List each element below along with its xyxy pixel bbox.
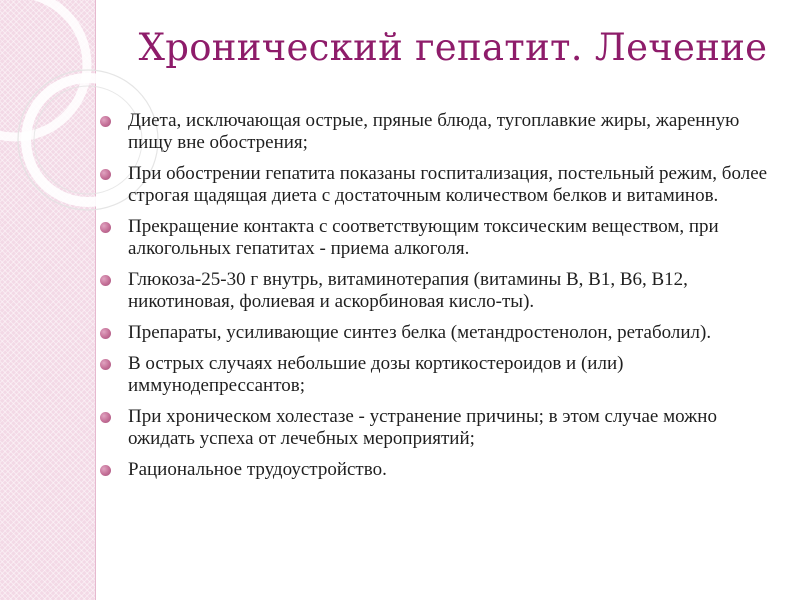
bullet-item-corticosteroids	[100, 353, 785, 397]
bullet-text: При обострении гепатита показаны госпитализация, постельный режим, более строгая щадящая диета с достаточным количеством белков и витаминов.	[128, 163, 768, 206]
bullet-item-glucose-vitamins	[100, 269, 785, 313]
bullet-dot-icon	[100, 275, 111, 286]
bullet-item-protein-synthesis	[100, 322, 785, 344]
bullet-item-toxin-contact	[100, 216, 785, 260]
bullet-text: В острых случаях небольшие дозы кортикостероидов и (или) иммунодепрессантов;	[128, 353, 624, 396]
bullet-dot-icon	[100, 116, 111, 127]
bullet-item-employment	[100, 459, 785, 481]
bullet-text: При хроническом холестазе - устранение причины; в этом случае можно ожидать успеха от лечебных мероприятий;	[128, 406, 717, 449]
bullet-text: Прекращение контакта с соответствующим токсическим веществом, при алкогольных гепатитах - приема алкоголя.	[128, 216, 719, 259]
bullet-text: Препараты, усиливающие синтез белка (метандростенолон, ретаболил).	[128, 322, 712, 343]
slide-content	[100, 110, 785, 490]
bullet-item-hospitalization	[100, 163, 785, 207]
bullet-dot-icon	[100, 169, 111, 180]
slide-title: Хронический гепатит. Лечение	[138, 26, 768, 69]
bullet-dot-icon	[100, 359, 111, 370]
bullet-dot-icon	[100, 222, 111, 233]
bullet-dot-icon	[100, 412, 111, 423]
bullet-item-diet	[100, 110, 785, 154]
bullet-dot-icon	[100, 465, 111, 476]
bullet-list	[100, 110, 785, 481]
bullet-dot-icon	[100, 328, 111, 339]
bullet-text: Рациональное трудоустройство.	[128, 459, 387, 480]
bullet-text: Диета, исключающая острые, пряные блюда, тугоплавкие жиры, жаренную пищу вне обострения;	[128, 110, 740, 153]
decorative-ring-large	[0, 0, 87, 137]
bullet-text: Глюкоза-25-30 г внутрь, витаминотерапия (витамины В, В1, В6, В12, никотиновая, фолиевая и аскорбиновая кисло-ты).	[128, 269, 688, 312]
bullet-item-cholestasis	[100, 406, 785, 450]
